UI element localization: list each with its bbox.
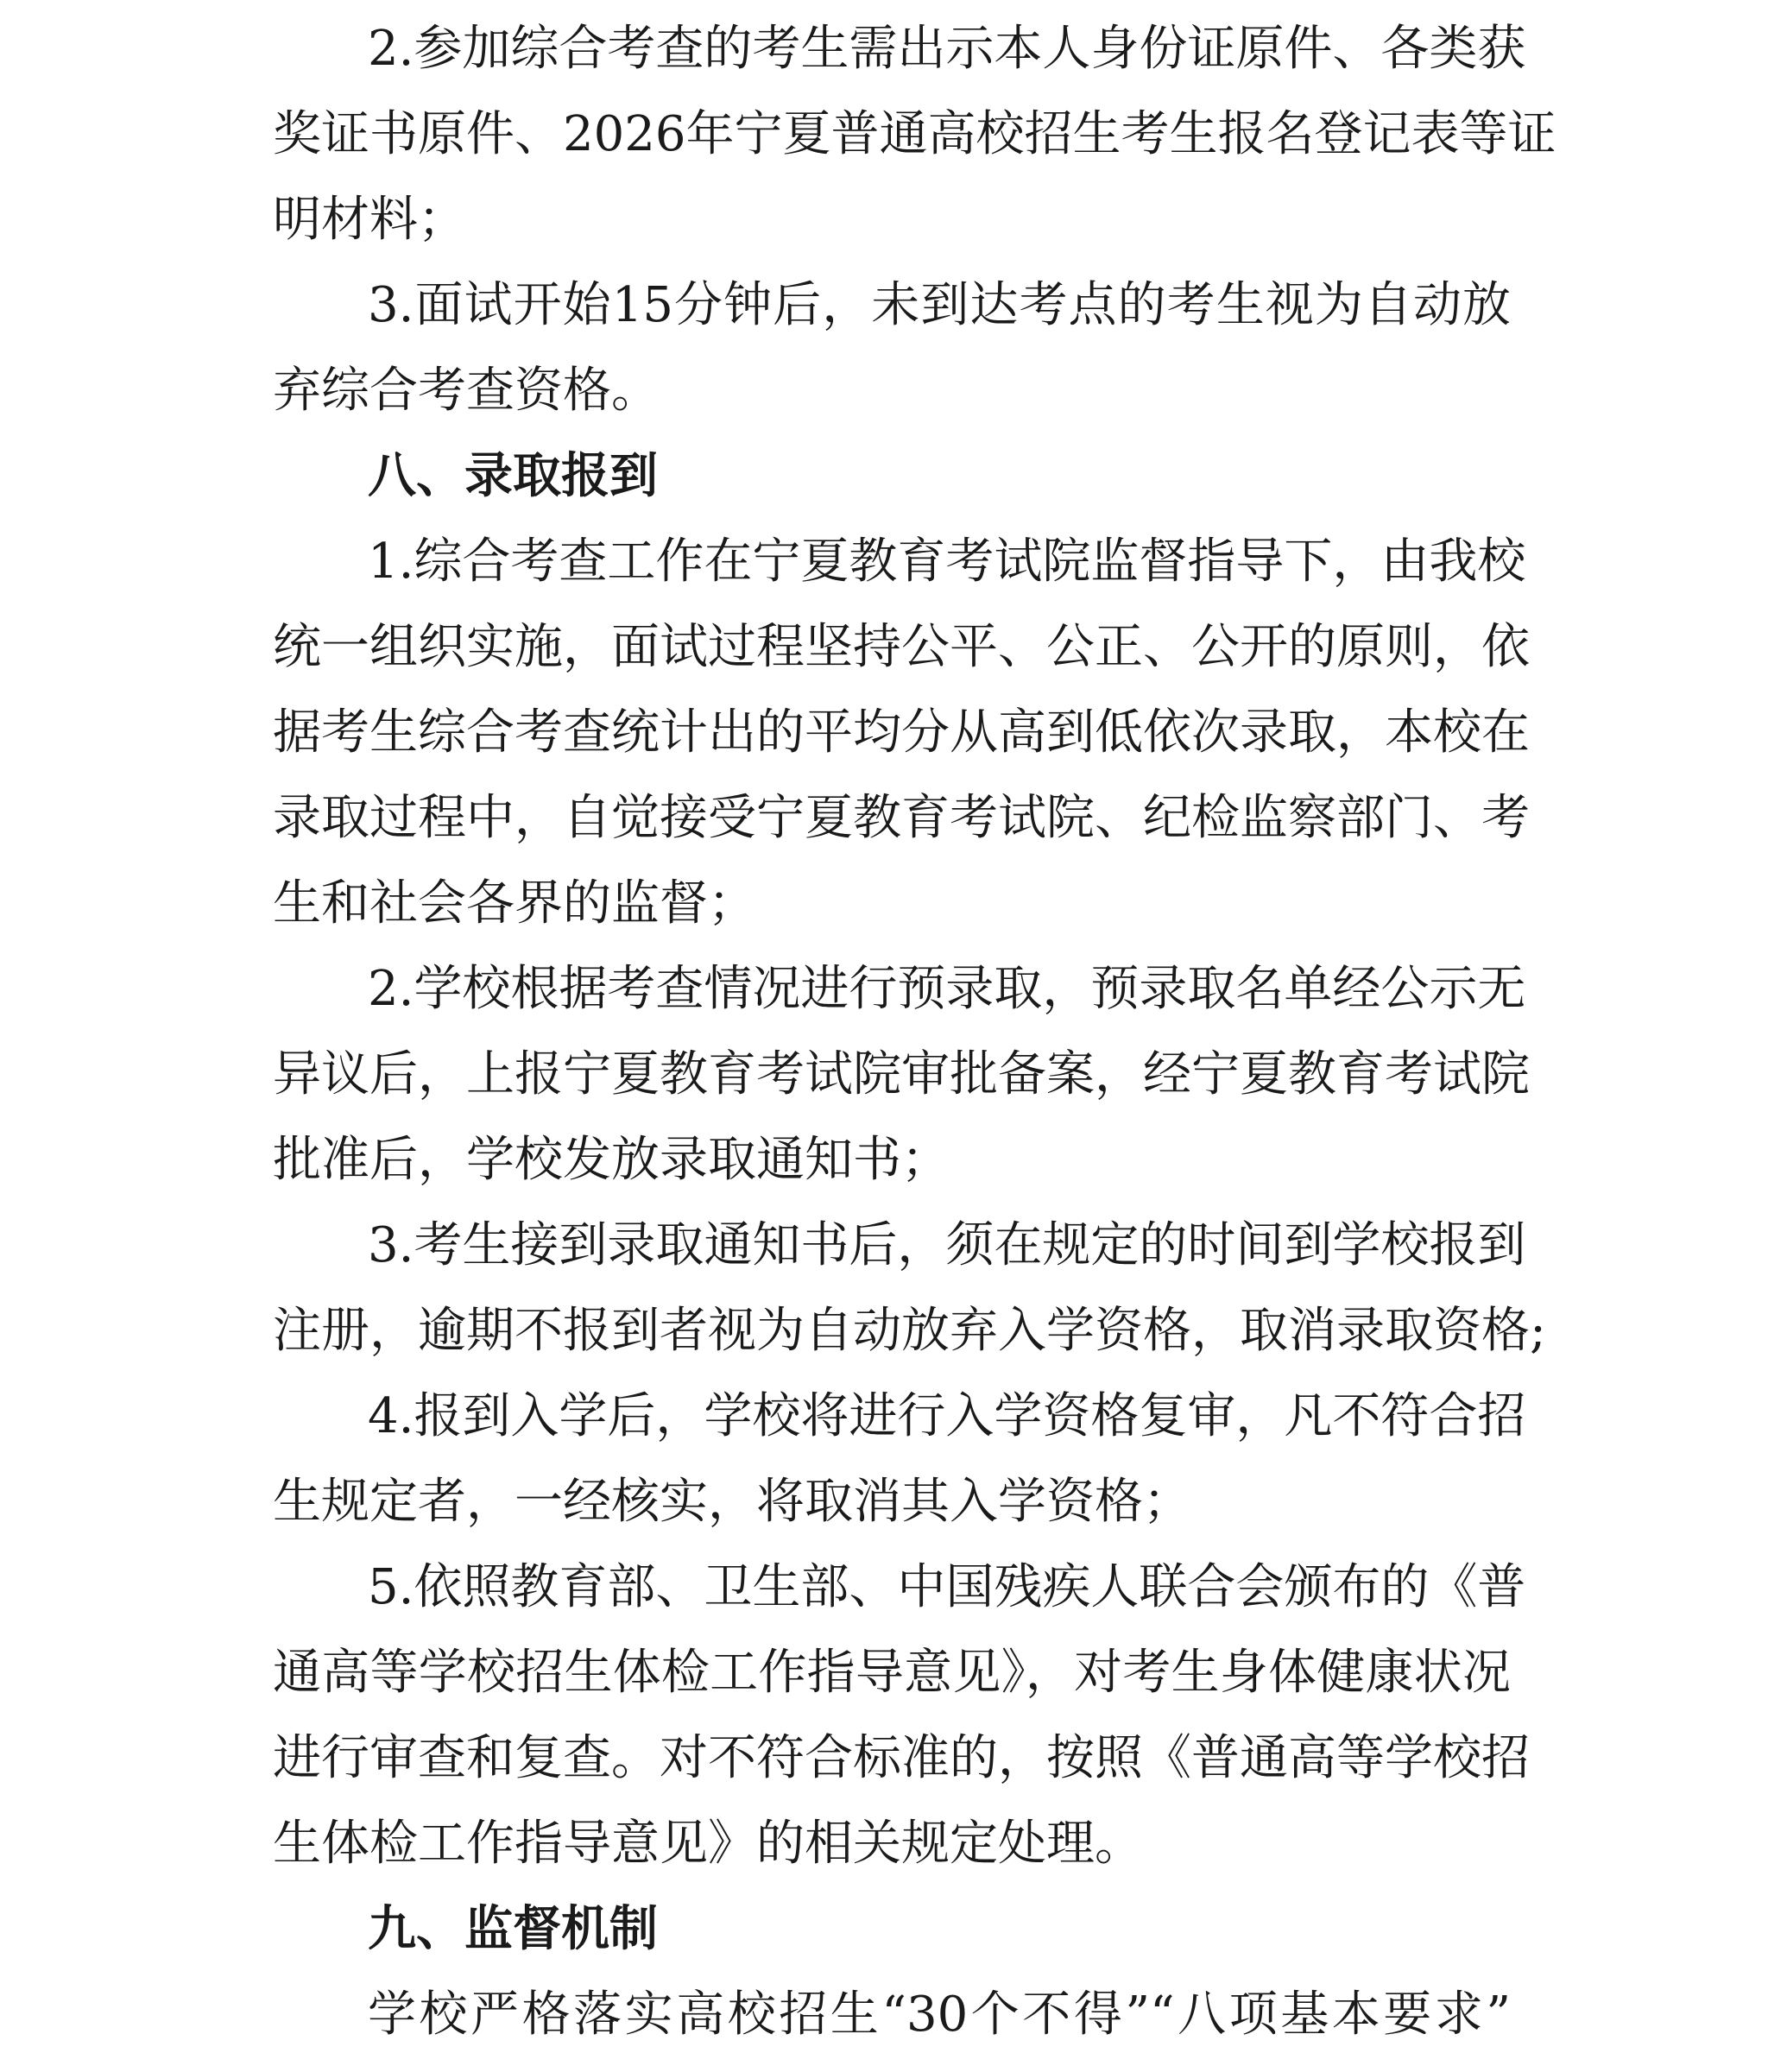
paragraph-line: 1.综合考查工作在宁夏教育考试院监督指导下，由我校 bbox=[368, 534, 1526, 590]
section-heading: 八、录取报到 bbox=[368, 448, 658, 504]
paragraph-line: 奖证书原件、2026年宁夏普通高校招生考生报名登记表等证 bbox=[273, 106, 1556, 162]
paragraph-line: 录取过程中，自觉接受宁夏教育考试院、纪检监察部门、考 bbox=[273, 790, 1530, 846]
paragraph-line: 生体检工作指导意见》的相关规定处理。 bbox=[273, 1816, 1143, 1872]
paragraph-line: 通高等学校招生体检工作指导意见》，对考生身体健康状况 bbox=[273, 1645, 1511, 1701]
paragraph-line: 进行审查和复查。对不符合标准的，按照《普通高等学校招 bbox=[273, 1730, 1530, 1786]
paragraph-line: 5.依照教育部、卫生部、中国残疾人联合会颁布的《普 bbox=[368, 1559, 1526, 1615]
paragraph-line: 弃综合考查资格。 bbox=[273, 363, 660, 419]
paragraph-line: 2.参加综合考查的考生需出示本人身份证原件、各类获 bbox=[368, 21, 1526, 77]
paragraph-line: 注册，逾期不报到者视为自动放弃入学资格，取消录取资格; bbox=[273, 1303, 1546, 1359]
paragraph-line: 生规定者，一经核实，将取消其入学资格； bbox=[273, 1474, 1191, 1530]
section-heading: 九、监督机制 bbox=[368, 1901, 658, 1957]
paragraph-line: 异议后，上报宁夏教育考试院审批备案，经宁夏教育考试院 bbox=[273, 1046, 1530, 1102]
paragraph-line: 3.面试开始15分钟后，未到达考点的考生视为自动放 bbox=[368, 277, 1511, 333]
paragraph-line: 4.报到入学后，学校将进行入学资格复审，凡不符合招 bbox=[368, 1388, 1526, 1444]
paragraph-line: 3.考生接到录取通知书后，须在规定的时间到学校报到 bbox=[368, 1217, 1526, 1273]
paragraph-line: 学校严格落实高校招生“30个不得”“八项基本要求” bbox=[368, 1987, 1511, 2043]
paragraph-line: 批准后，学校发放录取通知书； bbox=[273, 1132, 950, 1188]
paragraph-line: 明材料； bbox=[273, 192, 466, 248]
paragraph-line: 据考生综合考查统计出的平均分从高到低依次录取，本校在 bbox=[273, 704, 1530, 761]
paragraph-line: 统一组织实施，面试过程坚持公平、公正、公开的原则，依 bbox=[273, 619, 1530, 675]
paragraph-line: 2.学校根据考查情况进行预录取，预录取名单经公示无 bbox=[368, 961, 1526, 1017]
paragraph-line: 生和社会各界的监督； bbox=[273, 875, 756, 932]
